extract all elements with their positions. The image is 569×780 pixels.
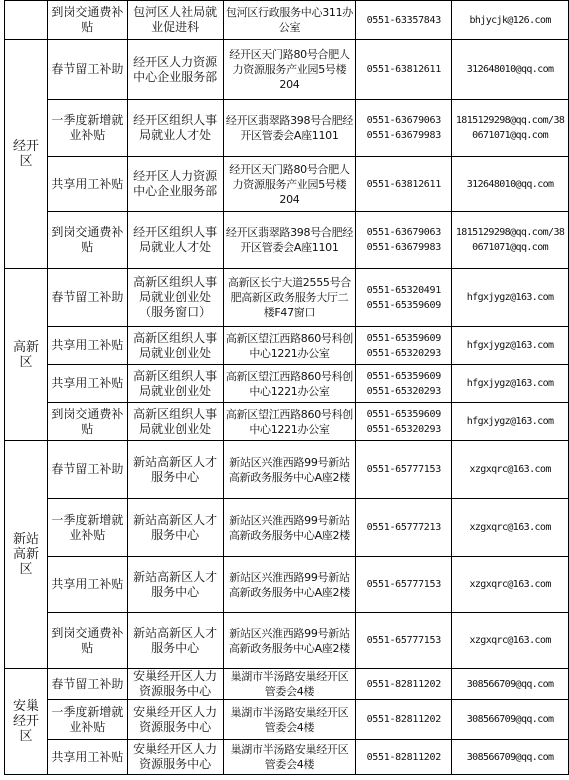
table-row bbox=[5, 499, 569, 557]
phone-cell bbox=[356, 700, 452, 740]
address-cell: 高新区望江西路860号科创中心1221办公室 bbox=[223, 327, 356, 365]
phone-number: 0551-63679063 bbox=[366, 115, 441, 126]
email-cell: hfgxjygz@163.com bbox=[452, 403, 569, 441]
subsidy-category-cell: 春节留工补助 bbox=[47, 669, 127, 700]
address-cell: 新站区兴淮西路99号新站高新政务服务中心A座2楼 bbox=[223, 557, 356, 613]
agency-cell: 经开区人力资源中心企业服务部 bbox=[127, 157, 223, 212]
email-cell: hfgxjygz@163.com bbox=[452, 365, 569, 403]
subsidy-category-cell: 共享用工补贴 bbox=[47, 327, 127, 365]
phone-cell bbox=[356, 212, 452, 269]
district-cell: 高新区 bbox=[5, 269, 48, 441]
agency-cell: 经开区组织人事局就业人才处 bbox=[127, 100, 223, 157]
table-row bbox=[5, 557, 569, 613]
phone-number: 0551-65359609 bbox=[366, 299, 441, 311]
address-cell: 巢湖市半汤路安巢经开区管委会4楼 bbox=[223, 669, 356, 700]
email-cell: 308566709@qq.com bbox=[452, 740, 569, 775]
table-row bbox=[5, 613, 569, 669]
phone-number: 0551-82811202 bbox=[366, 714, 441, 725]
email-cell: 312648010@qq.com bbox=[452, 40, 569, 100]
phone-number: 0551-63812611 bbox=[366, 178, 441, 190]
phone-cell bbox=[356, 40, 452, 100]
email-cell: 308566709@qq.com bbox=[452, 700, 569, 740]
subsidy-contact-table bbox=[4, 0, 569, 775]
address-cell: 高新区望江西路860号科创中心1221办公室 bbox=[223, 365, 356, 403]
subsidy-category-cell: 共享用工补贴 bbox=[47, 157, 127, 212]
agency-cell: 安巢经开区人力资源服务中心 bbox=[127, 669, 223, 700]
agency-cell: 高新区组织人事局就业创业处 bbox=[127, 327, 223, 365]
email-cell: xzgxqrc@163.com bbox=[452, 441, 569, 499]
table-row bbox=[5, 700, 569, 740]
address-cell: 新站区兴淮西路99号新站高新政务服务中心A座2楼 bbox=[223, 499, 356, 557]
phone-number: 0551-65359609 bbox=[366, 332, 441, 344]
agency-cell: 新站高新区人才服务中心 bbox=[127, 499, 223, 557]
phone-number: 0551-63679063 bbox=[366, 227, 441, 238]
subsidy-category-cell: 春节留工补助 bbox=[47, 40, 127, 100]
district-cell: 新站高新区 bbox=[5, 441, 48, 669]
phone-cell bbox=[356, 157, 452, 212]
agency-cell: 新站高新区人才服务中心 bbox=[127, 613, 223, 669]
email-cell: xzgxqrc@163.com bbox=[452, 613, 569, 669]
phone-cell bbox=[356, 740, 452, 775]
address-cell: 经开区天门路80号合肥人力资源服务产业园5号楼204 bbox=[223, 157, 356, 212]
email-cell: 308566709@qq.com bbox=[452, 669, 569, 700]
email-cell: hfgxjygz@163.com bbox=[452, 269, 569, 327]
subsidy-category-cell: 到岗交通费补贴 bbox=[47, 1, 127, 40]
table-row bbox=[5, 669, 569, 700]
table-row bbox=[5, 269, 569, 327]
subsidy-category-cell: 春节留工补助 bbox=[47, 269, 127, 327]
email-cell: 1815129298@qq.com/380671071@qq.com bbox=[452, 212, 569, 269]
subsidy-category-cell: 春节留工补助 bbox=[47, 441, 127, 499]
phone-number: 0551-63679983 bbox=[366, 130, 441, 141]
phone-number: 0551-82811202 bbox=[366, 751, 441, 763]
agency-cell: 安巢经开区人力资源服务中心 bbox=[127, 700, 223, 740]
address-cell: 新站区兴淮西路99号新站高新政务服务中心A座2楼 bbox=[223, 441, 356, 499]
subsidy-category-cell: 共享用工补贴 bbox=[47, 740, 127, 775]
subsidy-category-cell: 一季度新增就业补贴 bbox=[47, 700, 127, 740]
phone-cell bbox=[356, 327, 452, 365]
email-cell: hfgxjygz@163.com bbox=[452, 327, 569, 365]
subsidy-category-cell: 共享用工补贴 bbox=[47, 365, 127, 403]
subsidy-category-cell: 共享用工补贴 bbox=[47, 557, 127, 613]
agency-cell: 经开区组织人事局就业人才处 bbox=[127, 212, 223, 269]
phone-number: 0551-65320293 bbox=[366, 385, 441, 397]
phone-cell bbox=[356, 365, 452, 403]
phone-number: 0551-82811202 bbox=[366, 678, 441, 690]
email-cell: xzgxqrc@163.com bbox=[452, 557, 569, 613]
phone-cell bbox=[356, 269, 452, 327]
table-row bbox=[5, 100, 569, 157]
phone-cell bbox=[356, 669, 452, 700]
subsidy-category-cell: 一季度新增就业补贴 bbox=[47, 100, 127, 157]
phone-number: 0551-65359609 bbox=[366, 408, 441, 420]
agency-cell: 安巢经开区人力资源服务中心 bbox=[127, 740, 223, 775]
district-cell bbox=[5, 1, 48, 40]
phone-number: 0551-63812611 bbox=[366, 64, 441, 75]
email-cell: 312648010@qq.com bbox=[452, 157, 569, 212]
agency-cell: 经开区人力资源中心企业服务部 bbox=[127, 40, 223, 100]
district-cell: 经开区 bbox=[5, 40, 48, 269]
table-row bbox=[5, 157, 569, 212]
email-cell: bhjycjk@126.com bbox=[452, 1, 569, 40]
table-row bbox=[5, 740, 569, 775]
phone-number: 0551-65320491 bbox=[366, 284, 441, 296]
phone-number: 0551-65777153 bbox=[366, 635, 441, 646]
phone-number: 0551-63679983 bbox=[366, 242, 441, 253]
phone-cell bbox=[356, 1, 452, 40]
phone-cell bbox=[356, 499, 452, 557]
address-cell: 包河区行政服务中心311办公室 bbox=[223, 1, 356, 40]
address-cell: 经开区天门路80号合肥人力资源服务产业园5号楼204 bbox=[223, 40, 356, 100]
agency-cell: 包河区人社局就业促进科 bbox=[127, 1, 223, 40]
table-row bbox=[5, 212, 569, 269]
table-row bbox=[5, 1, 569, 40]
address-cell: 新站区兴淮西路99号新站高新政务服务中心A座2楼 bbox=[223, 613, 356, 669]
address-cell: 经开区翡翠路398号合肥经开区管委会A座1101 bbox=[223, 212, 356, 269]
agency-cell: 高新区组织人事局就业创业处 bbox=[127, 365, 223, 403]
address-cell: 巢湖市半汤路安巢经开区管委会4楼 bbox=[223, 700, 356, 740]
phone-number: 0551-65777153 bbox=[366, 579, 441, 590]
table-body bbox=[5, 1, 569, 775]
subsidy-category-cell: 到岗交通费补贴 bbox=[47, 613, 127, 669]
address-cell: 高新区望江西路860号科创中心1221办公室 bbox=[223, 403, 356, 441]
address-cell: 经开区翡翠路398号合肥经开区管委会A座1101 bbox=[223, 100, 356, 157]
table-row bbox=[5, 327, 569, 365]
phone-cell bbox=[356, 557, 452, 613]
table-row bbox=[5, 403, 569, 441]
agency-cell: 新站高新区人才服务中心 bbox=[127, 557, 223, 613]
agency-cell: 高新区组织人事局就业创业处（服务窗口） bbox=[127, 269, 223, 327]
phone-cell bbox=[356, 441, 452, 499]
phone-number: 0551-65777213 bbox=[366, 522, 441, 533]
email-cell: 1815129298@qq.com/380671071@qq.com bbox=[452, 100, 569, 157]
phone-number: 0551-65359609 bbox=[366, 370, 441, 382]
table-row bbox=[5, 441, 569, 499]
phone-number: 0551-63357843 bbox=[366, 14, 441, 26]
email-cell: xzgxqrc@163.com bbox=[452, 499, 569, 557]
address-cell: 巢湖市半汤路安巢经开区管委会4楼 bbox=[223, 740, 356, 775]
agency-cell: 高新区组织人事局就业创业处 bbox=[127, 403, 223, 441]
subsidy-category-cell: 一季度新增就业补贴 bbox=[47, 499, 127, 557]
agency-cell: 新站高新区人才服务中心 bbox=[127, 441, 223, 499]
district-cell: 安巢经开区 bbox=[5, 669, 48, 775]
table-row bbox=[5, 40, 569, 100]
address-cell: 高新区长宁大道2555号合肥高新区政务服务大厅二楼F47窗口 bbox=[223, 269, 356, 327]
phone-cell bbox=[356, 100, 452, 157]
subsidy-category-cell: 到岗交通费补贴 bbox=[47, 212, 127, 269]
phone-number: 0551-65320293 bbox=[366, 347, 441, 359]
phone-cell bbox=[356, 613, 452, 669]
phone-number: 0551-65777153 bbox=[366, 464, 441, 475]
phone-cell bbox=[356, 403, 452, 441]
phone-number: 0551-65320293 bbox=[366, 423, 441, 435]
subsidy-category-cell: 到岗交通费补贴 bbox=[47, 403, 127, 441]
table-row bbox=[5, 365, 569, 403]
